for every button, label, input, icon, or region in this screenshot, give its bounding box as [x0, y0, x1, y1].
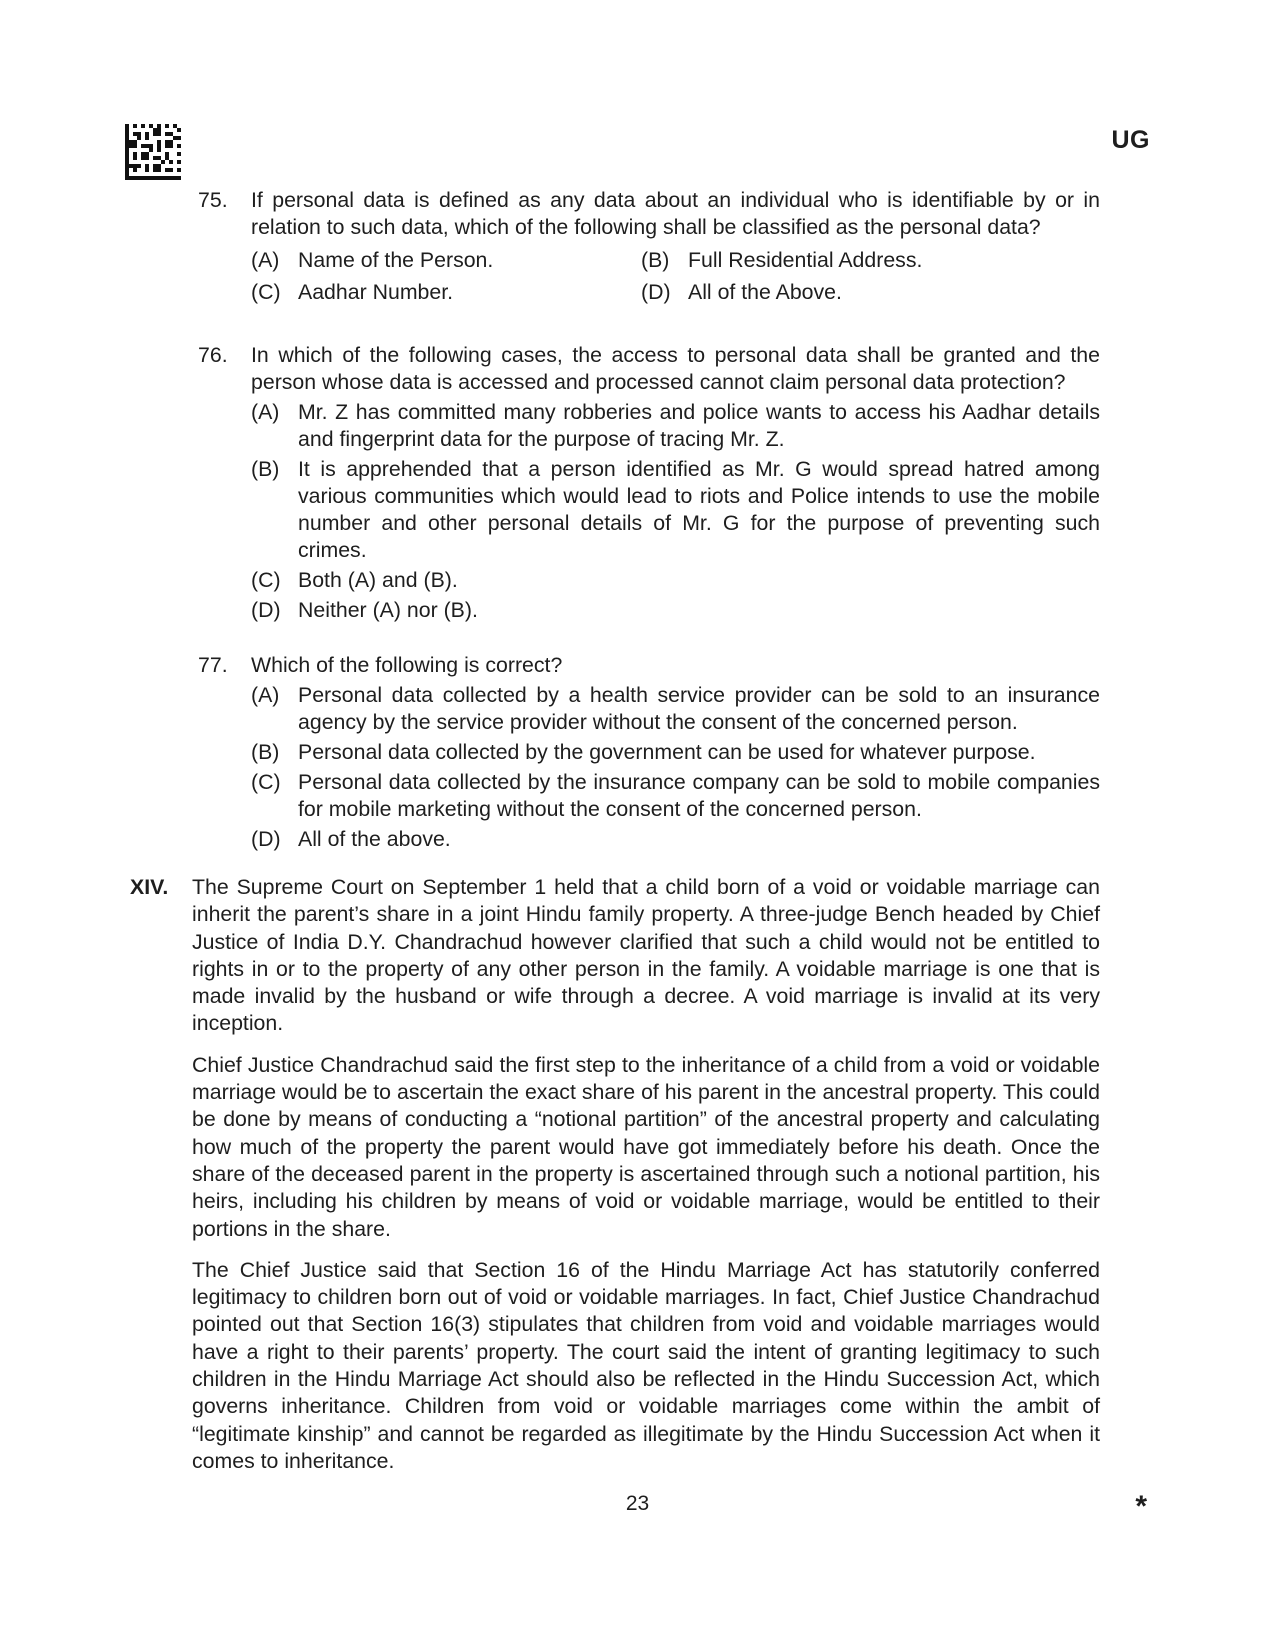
option-label: (D) — [641, 280, 671, 304]
option-label: (A) — [251, 400, 280, 424]
passage-number: XIV. — [130, 875, 169, 899]
option-label: (C) — [251, 568, 281, 592]
option-text: Neither (A) nor (B). — [298, 598, 478, 622]
option-a — [251, 682, 1100, 736]
footer-mark: * — [1135, 1490, 1147, 1523]
question-text: In which of the following cases, the access to personal data shall be granted and the person whose data is accessed and processed cannot claim personal data protection? — [251, 343, 1100, 394]
question-number: 77. — [198, 653, 228, 677]
option-text: All of the above. — [298, 827, 451, 851]
option-label: (B) — [251, 457, 280, 481]
option-text: Both (A) and (B). — [298, 568, 458, 592]
option-label: (A) — [251, 683, 280, 707]
question-number: 76. — [198, 343, 228, 367]
option-text: Name of the Person. — [298, 248, 494, 272]
option-c — [251, 567, 1100, 594]
option-text: Mr. Z has committed many robberies and police wants to access his Aadhar details and fingerprint data for the purpose of tracing Mr. Z. — [298, 400, 1100, 451]
option-a — [251, 247, 641, 274]
question-76 — [198, 342, 1100, 624]
question-75 — [198, 187, 1100, 306]
option-text: Personal data collected by the insurance company can be sold to mobile companies for mobile marketing without the consent of the concerned person. — [298, 770, 1100, 821]
page-number: 23 — [625, 1492, 650, 1515]
options-grid — [251, 247, 1100, 306]
option-label: (A) — [251, 248, 280, 272]
qr-code — [125, 124, 181, 180]
option-c — [251, 279, 641, 306]
option-label: (C) — [251, 770, 281, 794]
option-b — [251, 456, 1100, 564]
option-a — [251, 399, 1100, 453]
option-b — [251, 739, 1100, 766]
option-label: (B) — [641, 248, 670, 272]
passage-paragraph: The Chief Justice said that Section 16 of the Hindu Marriage Act has statutorily conferred legitimacy to children born out of void or voidable marriages. In fact, Chief Justice Chandrachud pointed out that Section 16(3) stipulates that children from void and voidable marriages would have a right to their parents’ property. The court said the intent of granting legitimacy to such children in the Hindu Marriage Act should also be reflected in the Hindu Succession Act, which governs inheritance. Children from void or voidable marriages come within the ambit of “legitimate kinship” and cannot be regarded as illegitimate by the Hindu Succession Act when it comes to inheritance. — [192, 1257, 1100, 1473]
option-text: It is apprehended that a person identified as Mr. G would spread hatred among various communities which would lead to riots and Police intends to use the mobile number and other personal details of Mr. G for the purpose of preventing such crimes. — [298, 457, 1100, 562]
passage-paragraph: Chief Justice Chandrachud said the first step to the inheritance of a child from a void or voidable marriage would be to ascertain the exact share of his parent in the ancestral property. This could be done by means of conducting a “notional partition” of the ancestral property and calculating how much of the property the parent would have got immediately before his death. Once the share of the deceased parent in the property is ascertained through such a notional partition, his heirs, including his children by means of void or voidable marriage, would be entitled to their portions in the share. — [192, 1052, 1100, 1241]
option-label: (D) — [251, 598, 281, 622]
paper-code: UG — [1111, 126, 1150, 154]
passage-body — [192, 874, 1100, 1489]
question-77 — [198, 652, 1100, 853]
option-b — [641, 247, 1100, 274]
option-label: (C) — [251, 280, 281, 304]
question-text: If personal data is defined as any data about an individual who is identifiable by or in relation to such data, which of the following shall be classified as the personal data? — [251, 188, 1100, 239]
option-d — [641, 279, 1100, 306]
passage-xiv — [130, 874, 1100, 1489]
option-label: (D) — [251, 827, 281, 851]
question-number: 75. — [198, 188, 228, 212]
option-c — [251, 769, 1100, 823]
option-d — [251, 826, 1100, 853]
passage-paragraph: The Supreme Court on September 1 held that a child born of a void or voidable marriage can inherit the parent’s share in a joint Hindu family property. A three-judge Bench headed by Chief Justice of India D.Y. Chandrachud however clarified that such a child would not be entitled to rights in or to the property of any other person in the family. A voidable marriage is one that is made invalid by the husband or wife through a decree. A void marriage is invalid at its very inception. — [192, 875, 1100, 1036]
question-text: Which of the following is correct? — [251, 653, 563, 677]
option-d — [251, 597, 1100, 624]
option-label: (B) — [251, 740, 280, 764]
option-text: Personal data collected by a health service provider can be sold to an insurance agency by the service provider without the consent of the concerned person. — [298, 683, 1100, 734]
option-text: Full Residential Address. — [688, 248, 923, 272]
option-text: All of the Above. — [688, 280, 842, 304]
option-text: Personal data collected by the government can be used for whatever purpose. — [298, 740, 1036, 764]
option-text: Aadhar Number. — [298, 280, 454, 304]
